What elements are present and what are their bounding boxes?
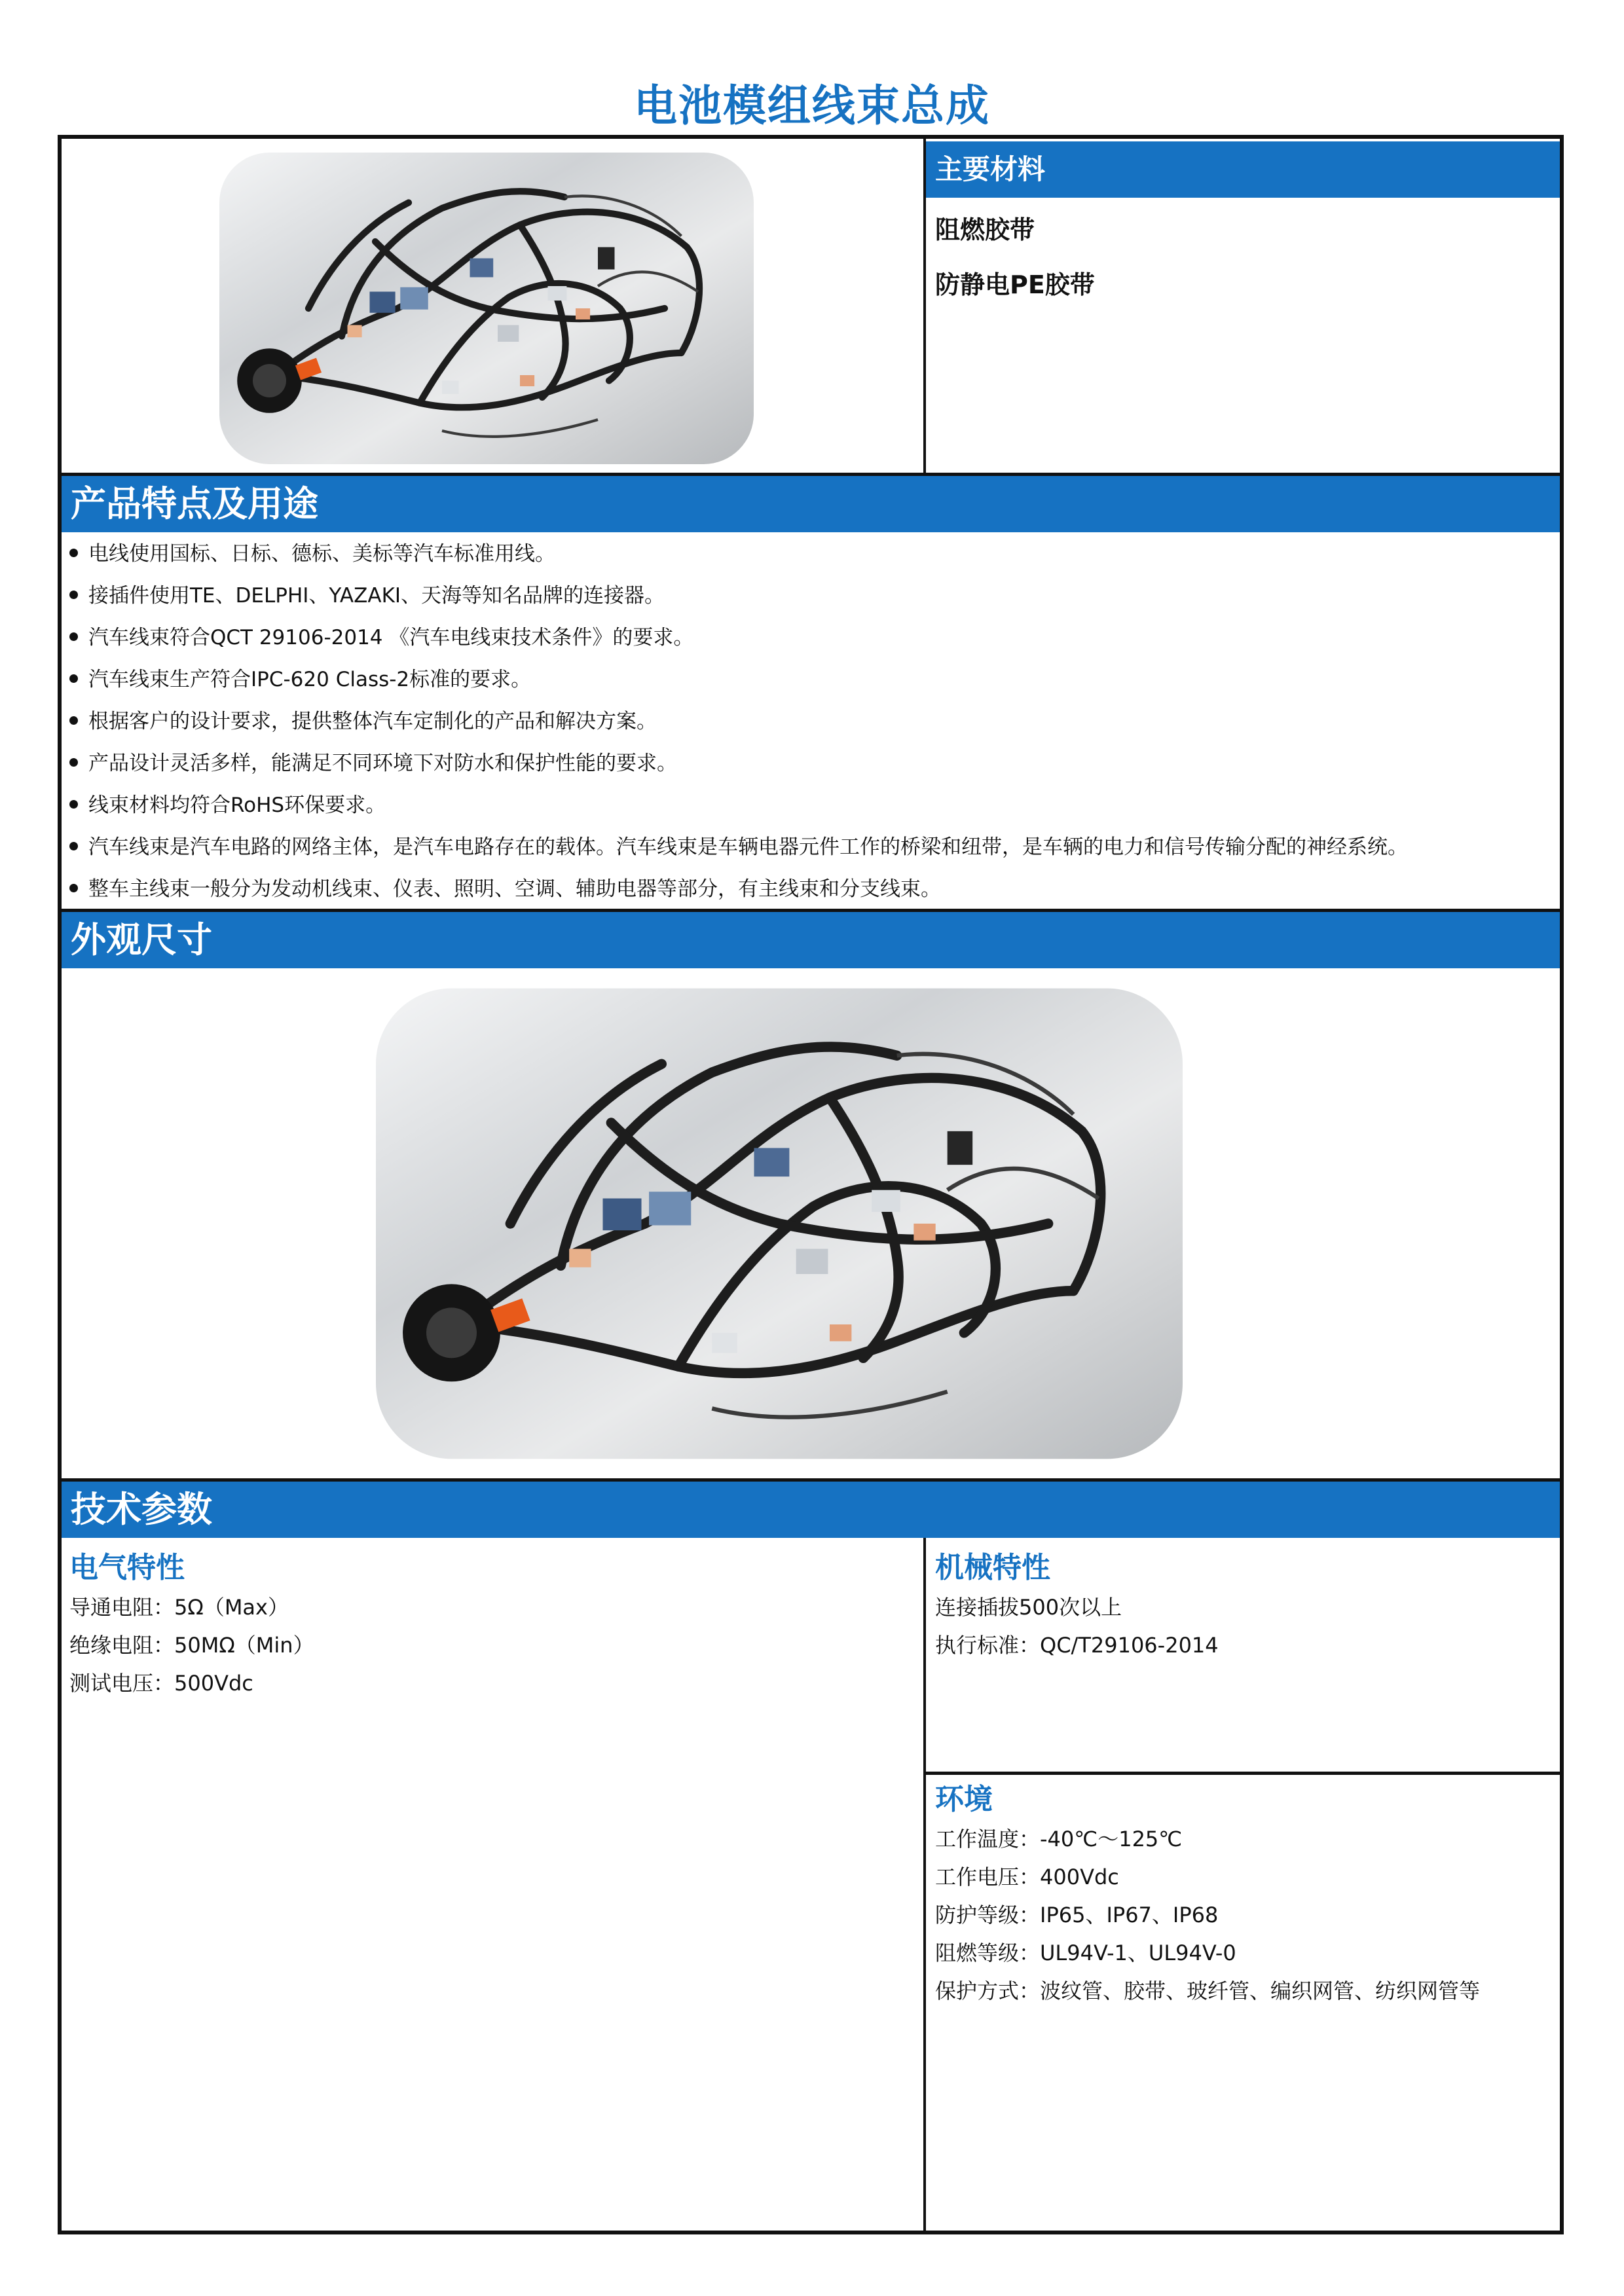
feature-item: 整车主线束一般分为发动机线束、仪表、照明、空调、辅助电器等部分，有主线束和分支线束。 (69, 872, 941, 902)
tech-heading: 技术参数 (62, 1482, 1560, 1538)
materials-heading: 主要材料 (926, 141, 1560, 198)
electrical-heading: 电气特性 (69, 1551, 185, 1584)
environment-heading: 环境 (935, 1783, 993, 1816)
dimensions-heading: 外观尺寸 (62, 912, 1560, 968)
feature-item: 汽车线束生产符合IPC-620 Class-2标准的要求。 (69, 663, 531, 692)
divider (925, 1772, 1560, 1775)
feature-item: 汽车线束是汽车电路的网络主体，是汽车电路存在的载体。汽车线束是车辆电器元件工作的桥梁和纽带，是车辆的电力和信号传输分配的神经系统。 (69, 830, 1408, 860)
feature-item: 根据客户的设计要求，提供整体汽车定制化的产品和解决方案。 (69, 704, 657, 734)
environment-param: 阻燃等级：UL94V-1、UL94V-0 (935, 1941, 1236, 1965)
material-item: 阻燃胶带 (935, 215, 1035, 244)
environment-param: 工作温度：-40℃～125℃ (935, 1827, 1183, 1851)
wire-harness-photo-icon (208, 141, 765, 475)
wire-harness-photo-icon (347, 972, 1211, 1476)
features-heading: 产品特点及用途 (62, 476, 1560, 532)
column-divider (923, 1538, 926, 2234)
mechanical-param: 执行标准：QC/T29106-2014 (935, 1633, 1219, 1658)
mechanical-heading: 机械特性 (935, 1551, 1050, 1584)
electrical-param: 测试电压：500Vdc (69, 1671, 253, 1696)
environment-param: 防护等级：IP65、IP67、IP68 (935, 1903, 1219, 1927)
feature-item: 线束材料均符合RoHS环保要求。 (69, 788, 386, 818)
feature-item: 电线使用国标、日标、德标、美标等汽车标准用线。 (69, 537, 555, 566)
electrical-param: 绝缘电阻：50MΩ（Min） (69, 1633, 314, 1658)
feature-item: 接插件使用TE、DELPHI、YAZAKI、天海等知名品牌的连接器。 (69, 579, 665, 608)
spec-sheet (58, 135, 1564, 2234)
mechanical-param: 连接插拔500次以上 (935, 1595, 1122, 1620)
material-item: 防静电PE胶带 (935, 270, 1095, 299)
electrical-param: 导通电阻：5Ω（Max） (69, 1595, 289, 1620)
feature-item: 汽车线束符合QCT 29106-2014 《汽车电线束技术条件》的要求。 (69, 621, 693, 650)
feature-item: 产品设计灵活多样，能满足不同环境下对防水和保护性能的要求。 (69, 746, 677, 776)
environment-param: 保护方式：波纹管、胶带、玻纤管、编织网管、纺织网管等 (935, 1978, 1481, 2003)
page-title: 电池模组线束总成 (634, 81, 990, 131)
environment-param: 工作电压：400Vdc (935, 1865, 1119, 1889)
